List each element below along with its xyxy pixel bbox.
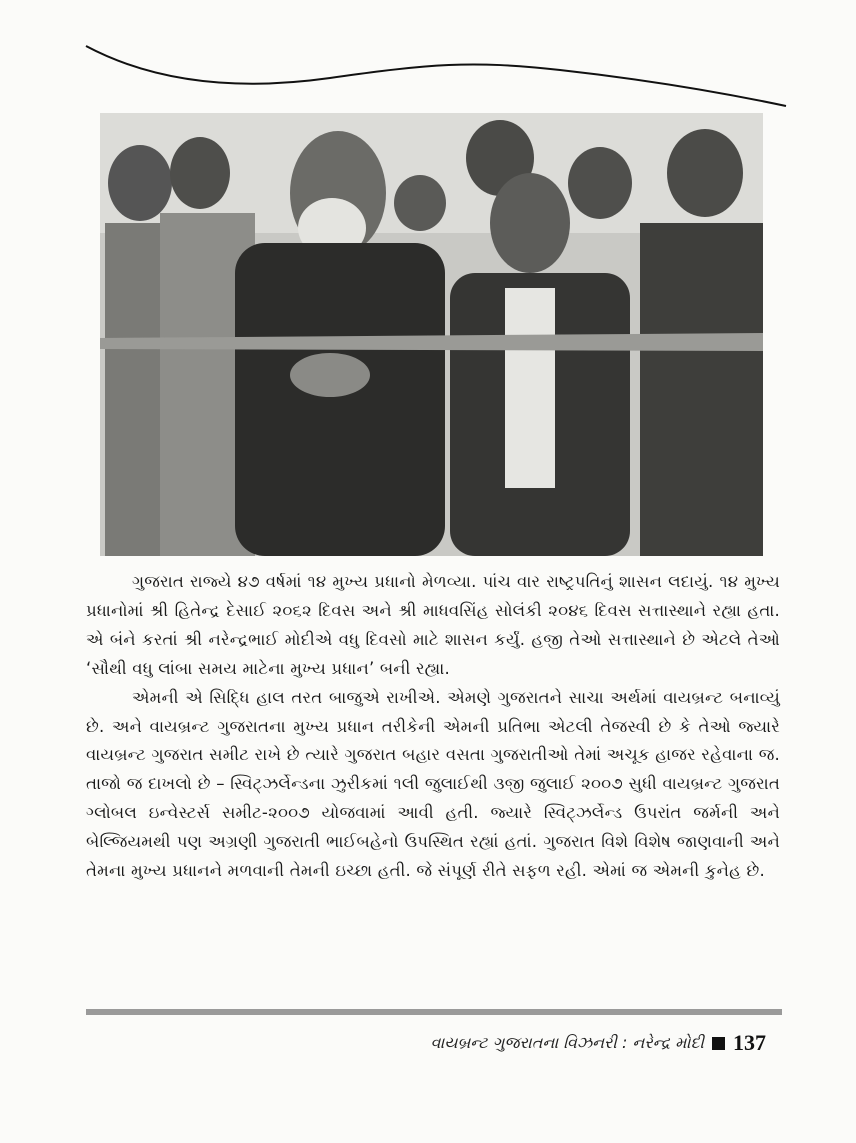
paragraph: ગુજરાત રાજ્યે ૪૭ વર્ષમાં ૧૪ મુખ્ય પ્રધાનો મેળવ્યા. પાંચ વાર રાષ્ટ્રપતિનું શાસન લદાયું. ૧૪ મુખ્ય પ્રધાનોમાં શ્રી હિતેન્દ્ર દેસાઈ ૨૦૬૨ દિવસ અને શ્રી માધવસિંહ સોલંકી ૨૦૪૬ દિવસ સત્તાસ્થાને રહ્યા હતા. એ બંને કરતાં શ્રી નરેન્દ્રભાઈ મોદીએ વધુ દિવસો માટે શાસન કર્યું. હજી તેઓ સત્તાસ્થાને છે એટલે તેઓ ‘સૌથી વધુ લાંબા સમય માટેના મુખ્ય પ્રધાન’ બની રહ્યા. xyxy=(86,572,780,678)
article-body xyxy=(86,568,780,886)
page-footer xyxy=(430,1030,766,1056)
square-bullet-icon xyxy=(712,1037,725,1050)
page-number: 137 xyxy=(733,1030,766,1055)
ribbon-cutting-photo-icon xyxy=(100,113,763,556)
paragraph: એમની એ સિદ્ધિ હાલ તરત બાજુએ રાખીએ. એમણે ગુજરાતને સાચા અર્થમાં વાયબ્રન્ટ બનાવ્યું છે. અને વાયબ્રન્ટ ગુજરાતના મુખ્ય પ્રધાન તરીકેની એમની પ્રતિભા એટલી તેજસ્વી છે કે તેઓ જ્યારે વાયબ્રન્ટ ગુજરાત સમીટ રાખે છે ત્યારે ગુજરાત બહાર વસતા ગુજરાતીઓ તેમાં અચૂક હાજર રહેવાના જ. તાજો જ દાખલો છે – સ્વિટ્ઝર્લેન્ડના ઝુરીકમાં ૧લી જુલાઈથી ૩જી જુલાઈ ૨૦૦૭ સુધી વાયબ્રન્ટ ગુજરાત ગ્લોબલ ઇન્વેસ્ટર્સ સમીટ-૨૦૦૭ યોજવામાં આવી હતી. જ્યારે સ્વિટ્ઝર્લેન્ડ ઉપરાંત જર્મની અને બેલ્જિયમથી પણ અગ્રણી ગુજરાતી ભાઈબહેનો ઉપસ્થિત રહ્યાં હતાં. ગુજરાત વિશે વિશેષ જાણવાની અને તેમના મુખ્ય પ્રધાનને મળવાની તેમની ઇચ્છા હતી. જે સંપૂર્ણ રીતે સફળ રહી. એમાં જ એમની કુનેહ છે. xyxy=(86,687,780,881)
running-title: વાયબ્રન્ટ ગુજરાતના વિઝનરી : નરેન્દ્ર મોદી xyxy=(430,1033,704,1052)
decorative-wave-line xyxy=(0,0,856,120)
footer-rule xyxy=(86,1009,782,1015)
ribbon-cutting-photo xyxy=(100,113,763,556)
